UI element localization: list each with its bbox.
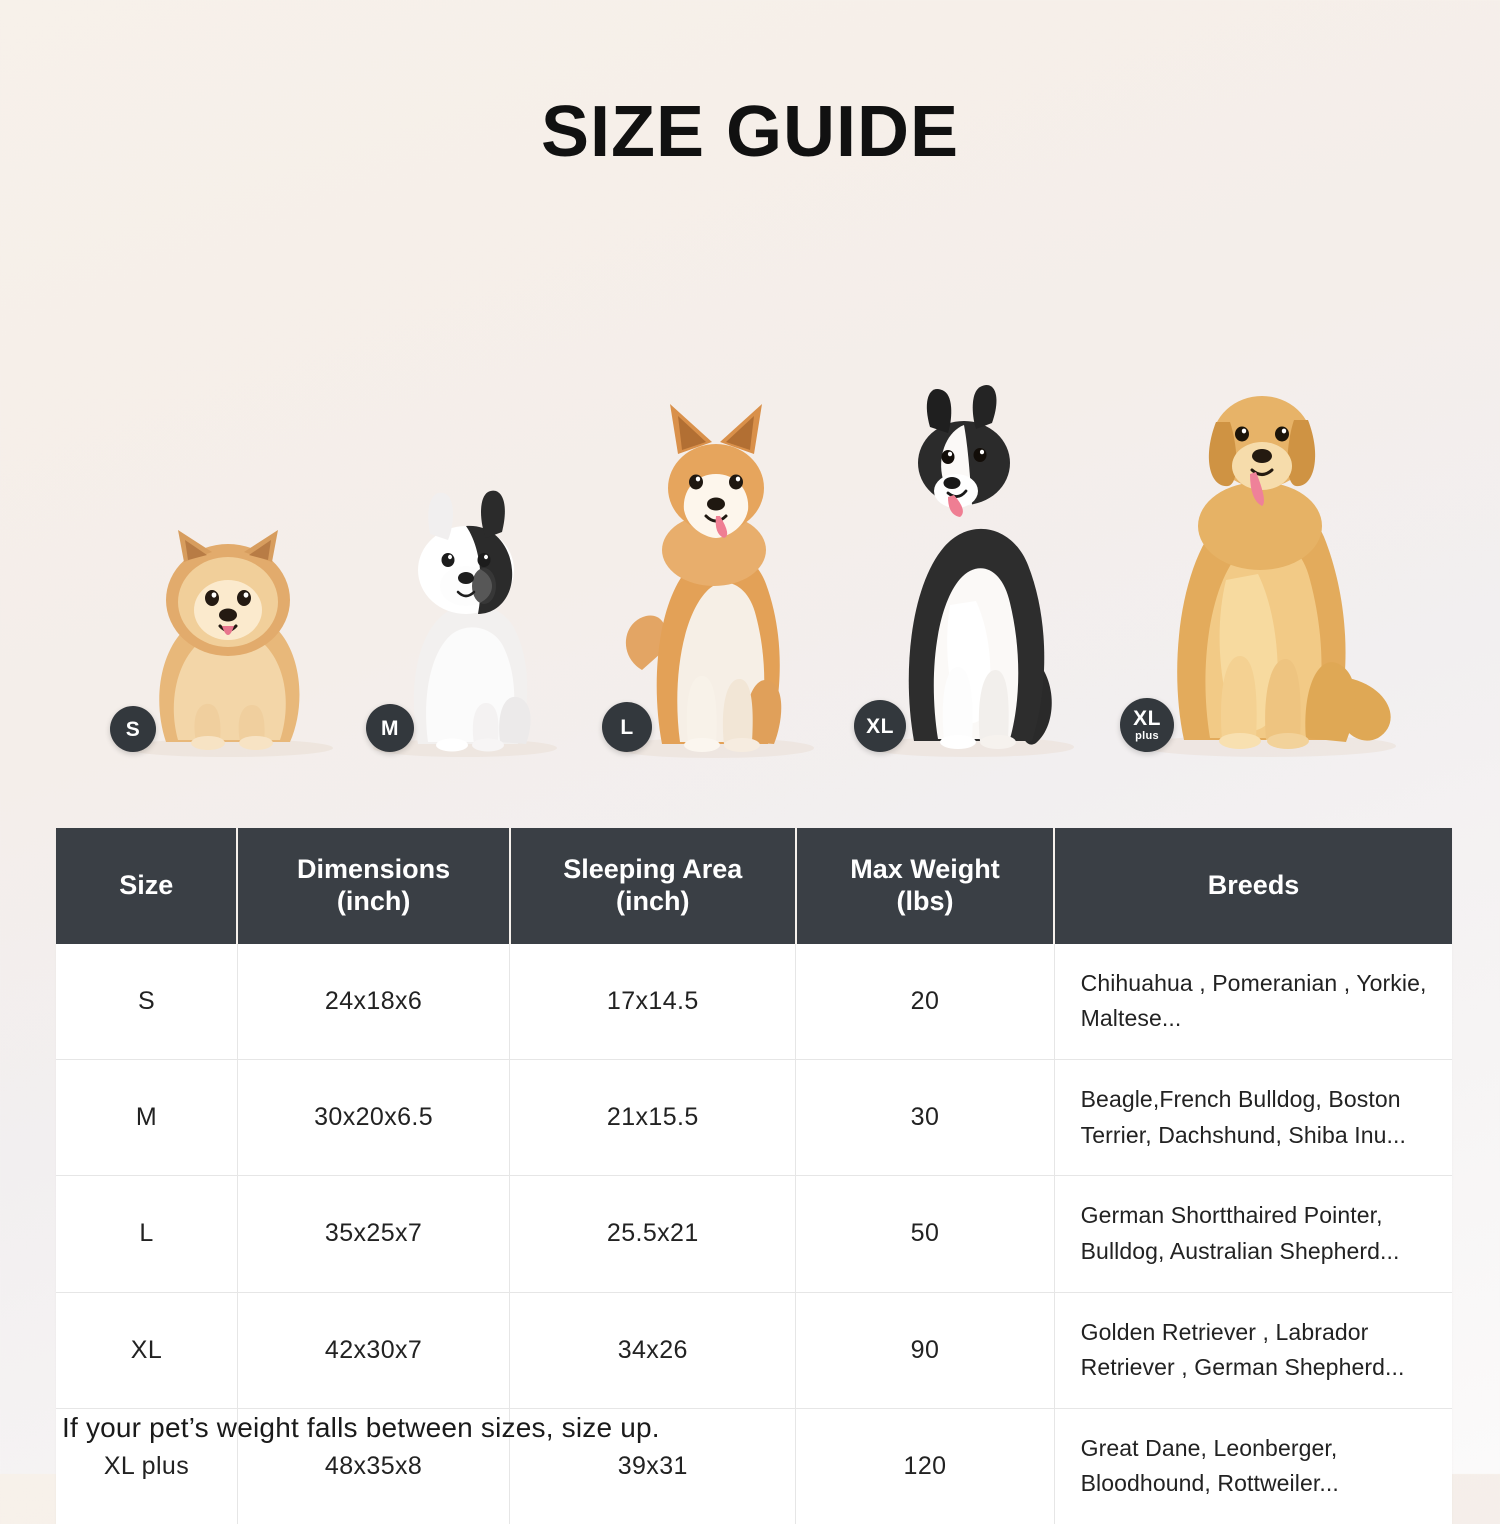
cell-dimensions: 30x20x6.5 — [237, 1060, 509, 1176]
size-badge-label: XL — [1133, 707, 1161, 730]
footnote-text: If your pet’s weight falls between sizes, size up. — [62, 1412, 660, 1443]
column-header-dimensions-line1: Dimensions — [297, 854, 451, 884]
column-header-sleeping-area-line1: Sleeping Area — [563, 854, 743, 884]
table-row — [56, 944, 1452, 1060]
size-badge-label: XL — [866, 714, 894, 738]
golden-retriever-icon — [1110, 330, 1410, 760]
cell-size: M — [56, 1060, 237, 1176]
cell-dimensions: 42x30x7 — [237, 1292, 509, 1408]
dog-slot-m — [360, 460, 570, 760]
column-header-dimensions-line2: (inch) — [336, 885, 411, 916]
cell-dimensions: 24x18x6 — [237, 944, 509, 1060]
cell-size: L — [56, 1176, 237, 1292]
size-badge-label: L — [620, 715, 634, 739]
border-collie-icon — [852, 355, 1092, 760]
size-badge-s — [110, 706, 156, 752]
size-badge-l — [602, 702, 652, 752]
cell-max-weight: 30 — [796, 1060, 1054, 1176]
table-row — [56, 1060, 1452, 1176]
column-header-breeds-line1: Breeds — [1207, 869, 1300, 900]
cell-breeds: Golden Retriever , Labrador Retriever , German Shepherd... — [1054, 1292, 1452, 1408]
cell-breeds: Great Dane, Leonberger, Bloodhound, Rottweiler... — [1054, 1408, 1452, 1524]
cell-breeds: Chihuahua , Pomeranian , Yorkie, Maltese... — [1054, 944, 1452, 1060]
table-row — [56, 1176, 1452, 1292]
dog-slot-xl — [852, 355, 1092, 760]
cell-breeds: German Shortthaired Pointer, Bulldog, Australian Shepherd... — [1054, 1176, 1452, 1292]
dog-illustration-row — [0, 300, 1500, 760]
cell-dimensions: 48x35x8 — [237, 1408, 509, 1524]
size-badge-label: M — [381, 716, 399, 740]
column-header-max-weight-line1: Max Weight — [850, 854, 1000, 884]
cell-sleeping-area: 34x26 — [510, 1292, 796, 1408]
table-header — [56, 828, 1452, 944]
cell-sleeping-area: 39x31 — [510, 1408, 796, 1524]
cell-max-weight: 50 — [796, 1176, 1054, 1292]
table-row — [56, 1292, 1452, 1408]
cell-sleeping-area: 21x15.5 — [510, 1060, 796, 1176]
cell-size: XL — [56, 1292, 237, 1408]
cell-sleeping-area: 17x14.5 — [510, 944, 796, 1060]
cell-max-weight: 120 — [796, 1408, 1054, 1524]
cell-dimensions: 35x25x7 — [237, 1176, 509, 1292]
size-badge-xl-plus — [1120, 698, 1174, 752]
cell-max-weight: 90 — [796, 1292, 1054, 1408]
dog-slot-l — [596, 370, 826, 760]
column-header-breeds — [1054, 828, 1452, 944]
cell-breeds: Beagle,French Bulldog, Boston Terrier, Dachshund, Shiba Inu... — [1054, 1060, 1452, 1176]
cell-size: S — [56, 944, 237, 1060]
cell-max-weight: 20 — [796, 944, 1054, 1060]
column-header-dimensions — [237, 828, 509, 944]
dog-slot-xl-plus — [1110, 330, 1410, 760]
column-header-sleeping-area — [510, 828, 796, 944]
column-header-size-line1: Size — [119, 869, 174, 900]
column-header-max-weight — [796, 828, 1054, 944]
column-header-size — [56, 828, 237, 944]
cell-size: XL plus — [56, 1408, 237, 1524]
table-header-row — [56, 828, 1452, 944]
column-header-max-weight-line2: (lbs) — [896, 885, 954, 916]
page-title: SIZE GUIDE — [540, 92, 960, 172]
dog-slot-s — [108, 510, 348, 760]
column-header-sleeping-area-line2: (inch) — [616, 885, 690, 916]
size-badge-xl — [854, 700, 906, 752]
cell-sleeping-area: 25.5x21 — [510, 1176, 796, 1292]
size-badge-sublabel: plus — [1135, 730, 1159, 742]
size-badge-m — [366, 704, 414, 752]
size-badge-label: S — [125, 717, 141, 741]
